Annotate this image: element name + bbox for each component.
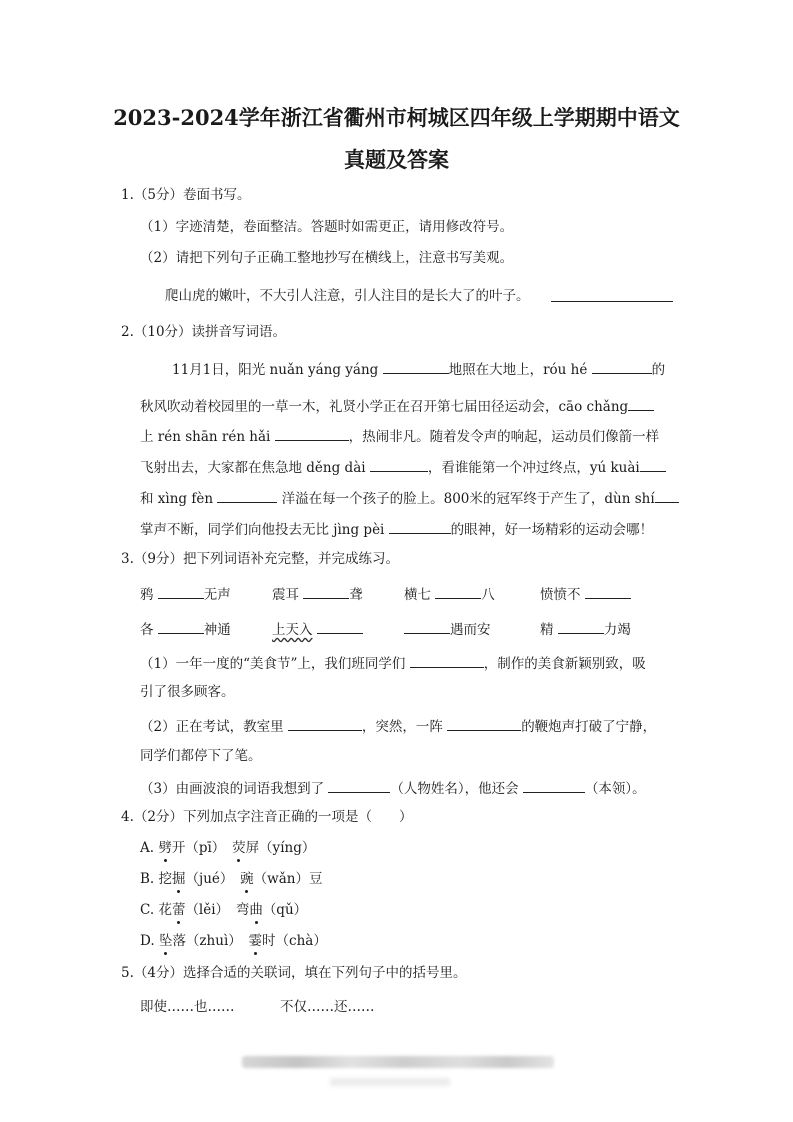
q3-sentence-2-cont: 同学们都停下了笔。 [140, 748, 262, 764]
q2-line5: 和 xìng fèn 洋溢在每一个孩子的脸上。800米的冠军终于产生了，dùn shí [140, 487, 679, 509]
q3-idiom-4: 愤愤不 [540, 583, 631, 605]
q3-blank-7[interactable] [404, 618, 450, 634]
q2-blank-9[interactable] [389, 518, 451, 534]
q4-option-c[interactable]: C. 花蕾（lěi） 弯曲（qǔ） [140, 902, 308, 918]
dotted-char: 曲 [249, 902, 263, 918]
q3-s2-blank-2[interactable] [447, 715, 521, 731]
q5-heading: 5.（4分）选择合适的关联词，填在下列句子中的括号里。 [121, 965, 467, 981]
blurred-footer [242, 1056, 554, 1068]
page-title-line2: 真题及答案 [344, 147, 449, 172]
q3-sentence-3: （3）由画波浪的词语我想到了 （人物姓名），他还会 （本领）。 [140, 777, 646, 799]
q2-blank-8[interactable] [655, 487, 679, 503]
q3-idiom-8: 精 力竭 [540, 618, 631, 640]
dotted-char: 荧 [232, 840, 246, 856]
q3-blank-8[interactable] [558, 618, 604, 634]
q2-line6: 掌声不断，同学们向他投去无比 jìng pèi 的眼神，好一场精彩的运动会哪！ [140, 518, 653, 540]
q3-idiom-3: 横七 八 [404, 583, 495, 605]
q1-sub2: （2）请把下列句子正确工整地抄写在横线上，注意书写美观。 [140, 250, 514, 266]
q2-line4: 飞射出去，大家都在焦急地 děng dài ，看谁能第一个冲过终点，yú kuài [140, 456, 666, 478]
q3-idiom-6-wavy: 上天入 [272, 618, 363, 640]
q3-idiom-2: 震耳 聋 [272, 583, 363, 605]
page-title: 2023-2024学年浙江省衢州市柯城区四年级上学期期中语文 [113, 105, 680, 130]
q4-heading: 4.（2分）下列加点字注音正确的一项是（ ） [121, 809, 413, 825]
dotted-char: 霎 [248, 933, 263, 949]
q2-blank-4[interactable] [275, 425, 349, 441]
q3-s3-blank-1[interactable] [328, 777, 390, 793]
q2-blank-1[interactable] [383, 358, 449, 374]
q3-s1-blank[interactable] [410, 652, 484, 668]
q1-sentence: 爬山虎的嫩叶，不大引人注意，引人注目的是长大了的叶子。 [165, 288, 530, 304]
q3-blank-1[interactable] [158, 583, 204, 599]
q3-sentence-1-cont: 引了很多顾客。 [140, 684, 235, 700]
q5-pair-1: 即使……也…… [140, 999, 235, 1015]
q3-blank-3[interactable] [435, 583, 481, 599]
q3-sentence-2: （2）正在考试，教室里 ，突然，一阵 的鞭炮声打破了宁静， [140, 715, 656, 737]
q3-sentence-1: （1）一年一度的“美食节”上，我们班同学们 ，制作的美食新颖别致，吸 [140, 652, 646, 674]
q2-line3: 上 rén shān rén hǎi ，热闹非凡。随着发令声的响起，运动员们像箭一样 [140, 425, 659, 447]
q2-heading: 2.（10分）读拼音写词语。 [121, 324, 287, 340]
q3-idiom-5: 各 神通 [140, 618, 231, 640]
dotted-char: 坠 [158, 933, 173, 949]
q3-blank-4[interactable] [585, 583, 631, 599]
q1-sub1: （1）字迹清楚，卷面整洁。答题时如需更正，请用修改符号。 [140, 219, 514, 235]
q3-idiom-1: 鸦 无声 [140, 583, 231, 605]
dotted-char: 劈 [158, 840, 172, 856]
q5-pair-2: 不仅……还…… [280, 999, 375, 1015]
q2-blank-6[interactable] [640, 456, 666, 472]
dotted-char: 豌 [240, 871, 254, 887]
q3-blank-2[interactable] [303, 583, 349, 599]
q2-line2: 秋风吹动着校园里的一草一木，礼贤小学正在召开第七届田径运动会，cāo chǎng [140, 395, 654, 417]
q2-line1: 11月1日，阳光 nuǎn yáng yáng 地照在大地上，róu hé 的 [172, 358, 665, 380]
q3-blank-6[interactable] [317, 618, 363, 634]
q3-blank-5[interactable] [158, 618, 204, 634]
q2-blank-5[interactable] [370, 456, 428, 472]
q3-idiom-7: 遇而安 [404, 618, 491, 640]
q1-heading: 1.（5分）卷面书写。 [121, 187, 251, 203]
q2-blank-2[interactable] [592, 358, 652, 374]
dotted-char: 蕾 [171, 902, 186, 918]
q4-option-d[interactable]: D. 坠落（zhuì） 霎时（chà） [140, 933, 327, 949]
q3-s3-blank-2[interactable] [523, 777, 585, 793]
q3-heading: 3.（9分）把下列词语补充完整，并完成练习。 [121, 551, 399, 567]
q3-s2-blank-1[interactable] [288, 715, 362, 731]
q1-answer-blank[interactable] [551, 286, 673, 302]
dotted-char: 掘 [172, 871, 186, 887]
blurred-footer-sub [330, 1078, 450, 1086]
q4-option-a[interactable]: A. 劈开（pī） 荧屏（yíng） [140, 840, 316, 856]
q2-blank-7[interactable] [217, 487, 277, 503]
q2-blank-3[interactable] [628, 395, 654, 411]
q4-option-b[interactable]: B. 挖掘（jué） 豌（wǎn）豆 [140, 871, 323, 887]
